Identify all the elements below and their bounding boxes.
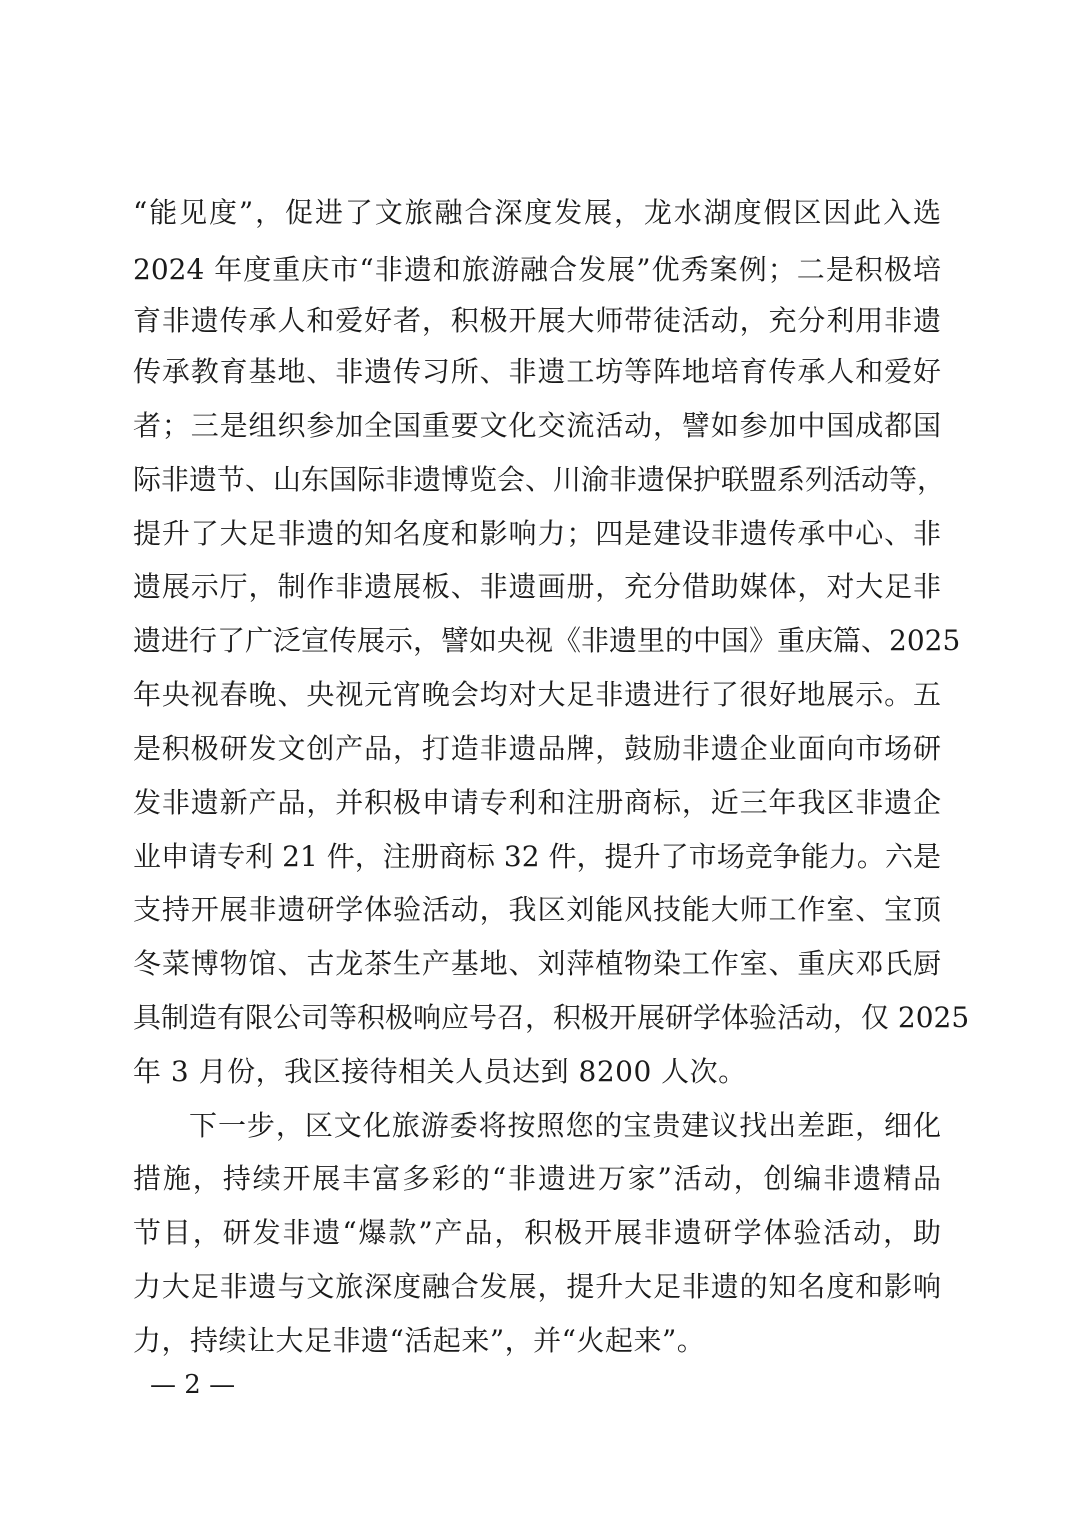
text-line: 育非遗传承人和爱好者，积极开展大师带徒活动，充分利用非遗	[133, 304, 941, 337]
text-line: 冬菜博物馆、古龙茶生产基地、刘萍植物染工作室、重庆邓氏厨	[133, 947, 941, 980]
text-line: 是积极研发文创产品，打造非遗品牌，鼓励非遗企业面向市场研	[133, 732, 941, 765]
text-line: 年 3 月份，我区接待相关人员达到 8200 人次。	[133, 1055, 747, 1088]
text-line: 措施，持续开展丰富多彩的“非遗进万家”活动，创编非遗精品	[133, 1162, 941, 1195]
text-line: 力大足非遗与文旅深度融合发展，提升大足非遗的知名度和影响	[133, 1270, 941, 1303]
text-line: “能见度”，促进了文旅融合深度发展，龙水湖度假区因此入选	[133, 196, 941, 229]
text-line: 年央视春晚、央视元宵晚会均对大足非遗进行了很好地展示。五	[133, 678, 941, 711]
text-line: 具制造有限公司等积极响应号召，积极开展研学体验活动，仅 2025	[133, 1001, 970, 1034]
text-line: 下一步，区文化旅游委将按照您的宝贵建议找出差距，细化	[189, 1109, 941, 1142]
text-line: 力，持续让大足非遗“活起来”，并“火起来”。	[133, 1324, 706, 1357]
text-line: 发非遗新产品，并积极申请专利和注册商标，近三年我区非遗企	[133, 786, 941, 819]
text-line: 支持开展非遗研学体验活动，我区刘能风技能大师工作室、宝顶	[133, 893, 941, 926]
text-line: 际非遗节、山东国际非遗博览会、川渝非遗保护联盟系列活动等，	[133, 463, 946, 496]
text-line: 传承教育基地、非遗传习所、非遗工坊等阵地培育传承人和爱好	[133, 355, 941, 388]
page-number: — 2 —	[150, 1370, 236, 1400]
text-line: 业申请专利 21 件，注册商标 32 件，提升了市场竞争能力。六是	[133, 840, 941, 873]
text-line: 2024 年度重庆市“非遗和旅游融合发展”优秀案例；二是积极培	[133, 253, 941, 286]
text-line: 提升了大足非遗的知名度和影响力；四是建设非遗传承中心、非	[133, 517, 941, 550]
text-line: 者；三是组织参加全国重要文化交流活动，譬如参加中国成都国	[133, 409, 941, 442]
text-line: 遗进行了广泛宣传展示，譬如央视《非遗里的中国》重庆篇、2025	[133, 624, 961, 657]
text-line: 节目，研发非遗“爆款”产品，积极开展非遗研学体验活动，助	[133, 1216, 941, 1249]
text-line: 遗展示厅，制作非遗展板、非遗画册，充分借助媒体，对大足非	[133, 570, 941, 603]
